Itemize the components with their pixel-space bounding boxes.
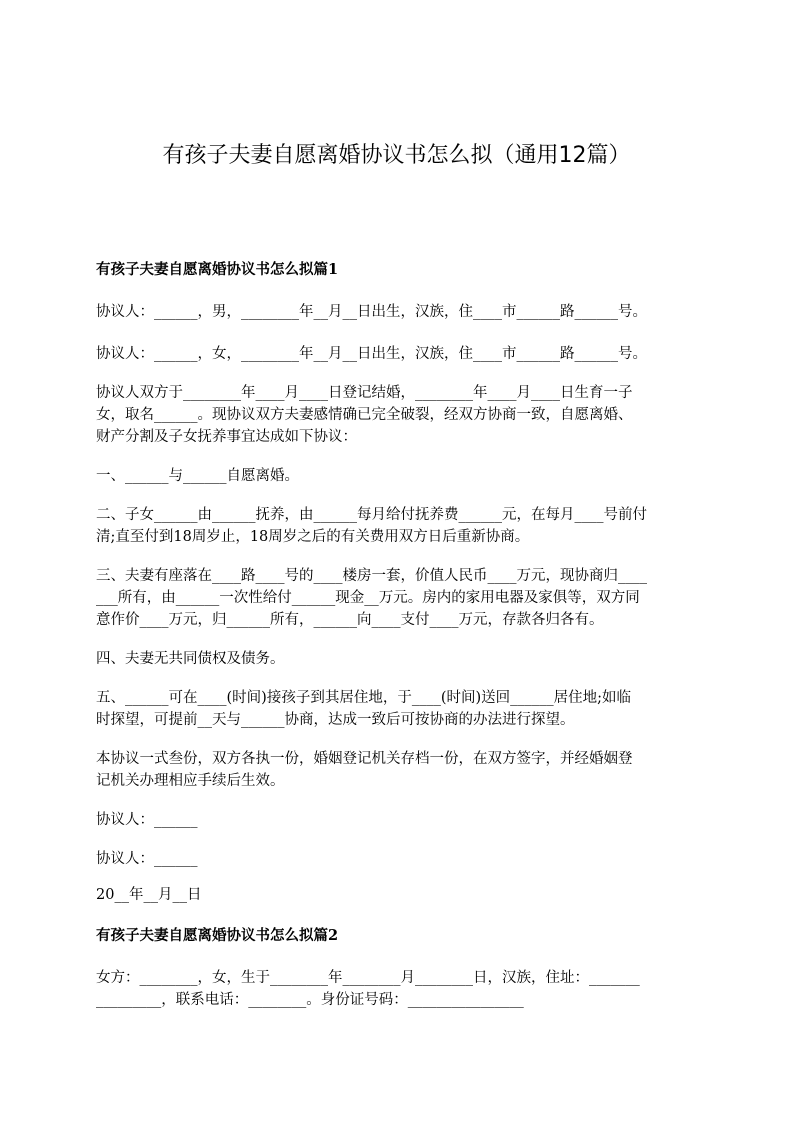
clause-3-line: 意作价____万元，归______所有，______向____支付____万元，存款各归各有。 xyxy=(96,612,604,628)
section-heading-1: 有孩子夫妻自愿离婚协议书怎么拟篇1 xyxy=(96,261,339,278)
clause-3-line: ___所有，由______一次性给付______现金__万元。房内的家用电器及家俱等，双方同 xyxy=(96,590,640,606)
signature-line-1: 协议人：______ xyxy=(96,812,198,828)
clause-2-line: 清;直至付到18周岁止，18周岁之后的有关费用双方日后重新协商。 xyxy=(96,529,530,545)
party-line-woman: _________，联系电话：________。身份证号码：________________ xyxy=(96,992,524,1008)
party-line-wife: 协议人：______，女，________年__月__日出生，汉族，住____市______路______号。 xyxy=(96,346,647,362)
section-heading-2: 有孩子夫妻自愿离婚协议书怎么拟篇2 xyxy=(96,927,339,944)
clause-5-line: 五、______可在____(时间)接孩子到其居住地，于____(时间)送回______居住地;如临 xyxy=(96,690,632,706)
party-line-woman: 女方：________，女，生于________年________月________日，汉族，住址：_______ xyxy=(96,970,640,986)
party-line-husband: 协议人：______，男，________年__月__日出生，汉族，住____市______路______号。 xyxy=(96,304,647,320)
date-line: 20__年__月__日 xyxy=(96,887,202,903)
clause-1: 一、______与______自愿离婚。 xyxy=(96,468,299,484)
closing-paragraph-line: 本协议一式叁份，双方各执一份，婚姻登记机关存档一份，在双方签字，并经婚姻登 xyxy=(96,751,633,767)
intro-paragraph-line: 协议人双方于________年____月____日登记结婚，________年____月____日生育一子 xyxy=(96,385,633,401)
closing-paragraph-line: 记机关办理相应手续后生效。 xyxy=(96,773,285,789)
clause-3-line: 三、夫妻有座落在____路____号的____楼房一套，价值人民币____万元，现协商归____ xyxy=(96,568,647,584)
intro-paragraph-line: 财产分割及子女抚养事宜达成如下协议： xyxy=(96,429,357,445)
clause-4: 四、夫妻无共同债权及债务。 xyxy=(96,651,285,667)
clause-2-line: 二、子女______由______抚养，由______每月给付抚养费______元，在每月____号前付 xyxy=(96,507,647,523)
intro-paragraph-line: 女，取名______。现协议双方夫妻感情确已完全破裂，经双方协商一致，自愿离婚、 xyxy=(96,407,633,423)
clause-5-line: 时探望，可提前__天与______协商，达成一致后可按协商的办法进行探望。 xyxy=(96,712,575,728)
document-title: 有孩子夫妻自愿离婚协议书怎么拟（通用12篇） xyxy=(162,143,631,168)
signature-line-2: 协议人：______ xyxy=(96,851,198,867)
